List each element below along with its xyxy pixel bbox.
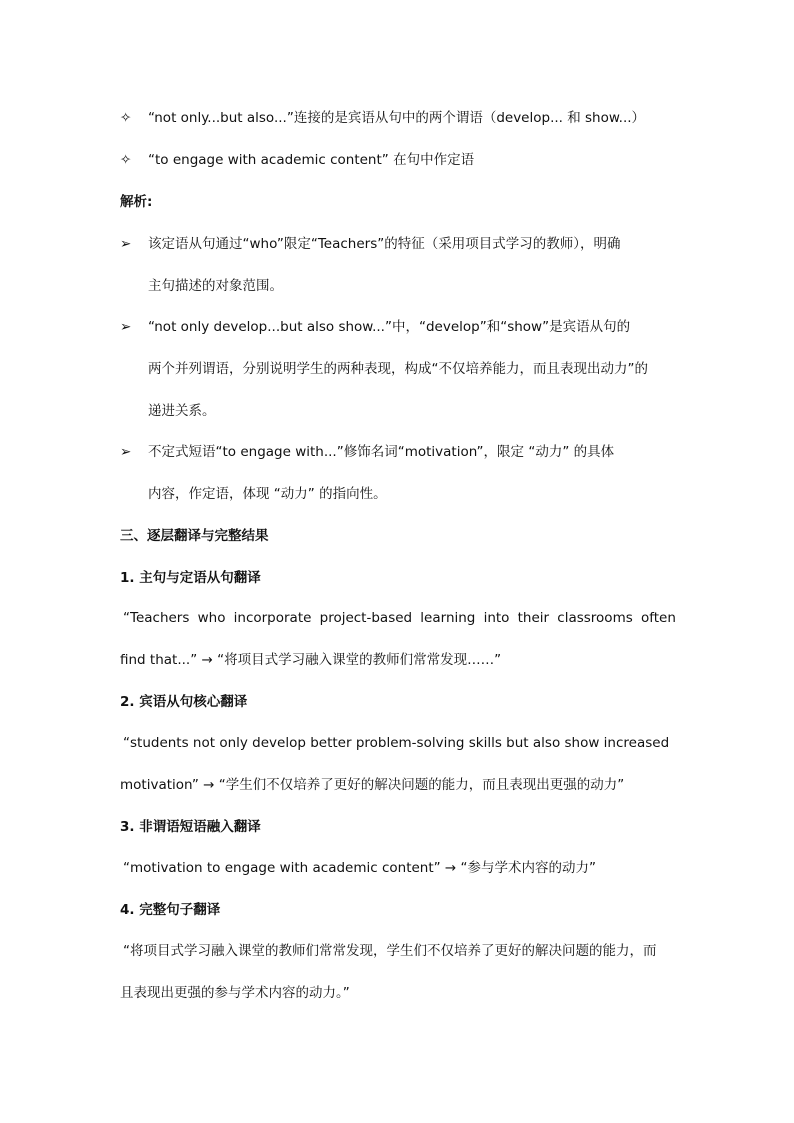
word: incorporate: [233, 610, 312, 626]
word: who: [197, 610, 226, 626]
step-text: motivation” → “学生们不仅培养了更好的解决问题的能力，而且表现出更强的动力”: [120, 777, 625, 793]
step-heading: 3. 非谓语短语融入翻译: [120, 819, 261, 835]
section-heading: 三、逐层翻译与完整结果: [120, 528, 269, 544]
word: classrooms: [557, 610, 633, 626]
step-text: “motivation to engage with academic content” → “参与学术内容的动力”: [123, 860, 597, 876]
analysis-text: 该定语从句通过“who”限定“Teachers”的特征（采用项目式学习的教师），明确: [148, 236, 621, 252]
step-text: “将项目式学习融入课堂的教师们常常发现，学生们不仅培养了更好的解决问题的能力，而: [123, 943, 657, 959]
intro-point-text: “not only...but also...”连接的是宾语从句中的两个谓语（develop... 和 show...）: [148, 110, 646, 126]
step-text: “students not only develop better problem-solving skills but also show increased: [123, 735, 670, 751]
step-text: [123, 608, 676, 628]
diamond-bullet-icon: ✧: [120, 152, 132, 168]
arrow-bullet-icon: ➢: [120, 319, 132, 335]
step-text: find that...” → “将项目式学习融入课堂的教师们常常发现……”: [120, 652, 502, 668]
arrow-bullet-icon: ➢: [120, 444, 132, 460]
diamond-bullet-icon: ✧: [120, 110, 132, 126]
analysis-text: 递进关系。: [148, 403, 216, 419]
analysis-text: 两个并列谓语，分别说明学生的两种表现，构成“不仅培养能力，而且表现出动力”的: [148, 361, 648, 377]
step-heading: 2. 宾语从句核心翻译: [120, 694, 248, 710]
word: “Teachers: [123, 610, 190, 626]
step-heading: 4. 完整句子翻译: [120, 902, 221, 918]
word: project-based: [319, 610, 413, 626]
analysis-text: 内容，作定语，体现 “动力” 的指向性。: [148, 486, 387, 502]
analysis-text: 不定式短语“to engage with...”修饰名词“motivation”，限定 “动力” 的具体: [148, 444, 615, 460]
step-text: 且表现出更强的参与学术内容的动力。”: [120, 985, 350, 1001]
intro-point-text: “to engage with academic content” 在句中作定语: [148, 152, 475, 168]
word: often: [640, 610, 676, 626]
analysis-heading: 解析:: [120, 194, 153, 210]
word: learning: [420, 610, 476, 626]
analysis-text: “not only develop...but also show...”中，“develop”和“show”是宾语从句的: [148, 319, 631, 335]
analysis-text: 主句描述的对象范围。: [148, 278, 283, 294]
step-heading: 1. 主句与定语从句翻译: [120, 570, 261, 586]
word: into: [483, 610, 510, 626]
word: their: [517, 610, 550, 626]
arrow-bullet-icon: ➢: [120, 236, 132, 252]
